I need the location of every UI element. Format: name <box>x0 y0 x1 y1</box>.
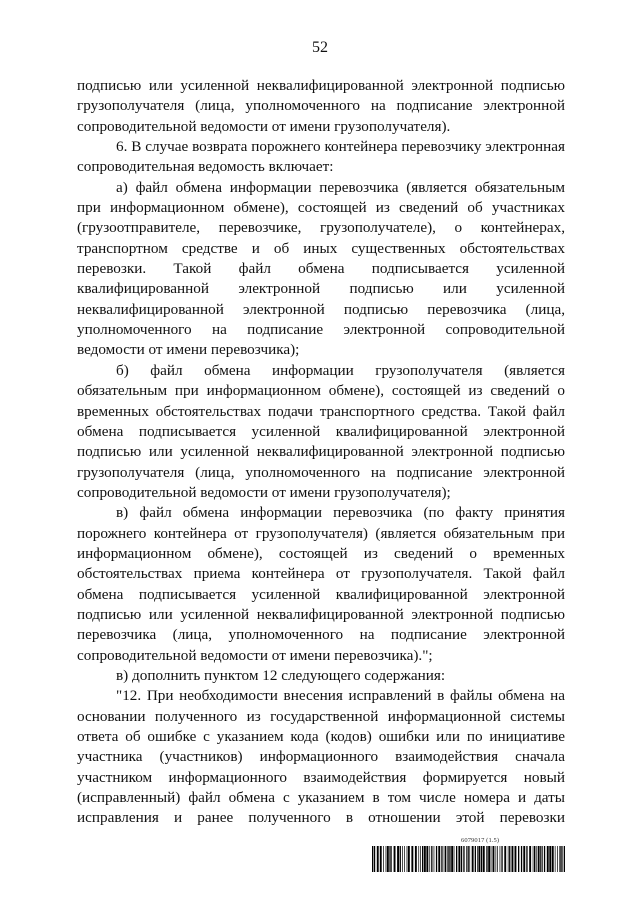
paragraph: подписью или усиленной неквалифицированной электронной подписью грузополучателя (лица, уполномоченного на подписание электронной сопроводительной ведомости от имени грузополучателя). <box>77 77 565 135</box>
document-body <box>77 76 565 829</box>
paragraph: в) дополнить пунктом 12 следующего содержания: <box>116 666 446 684</box>
paragraph: а) файл обмена информации перевозчика (является обязательным при информационном обмене), состоящей из сведений об участниках (грузоотправителе, перевозчике, грузополучателе), о контейнерах, транспортном средстве и об иных существенных обстоятельствах перевозки. Такой файл обмена подписывается усиленной квалифицированной электронной подписью или усиленной неквалифицированной электронной подписью перевозчика (лица, уполномоченного на подписание электронной сопроводительной ведомости от имени перевозчика); <box>77 178 565 359</box>
barcode-icon <box>372 846 565 872</box>
paragraph: 6. В случае возврата порожнего контейнера перевозчику электронная сопроводительная ведомость включает: <box>77 138 565 176</box>
paragraph: "12. При необходимости внесения исправлений в файлы обмена на основании полученного из государственной информационной системы ответа об ошибке с указанием кода (кодов) ошибки или по инициативе участника (участников) информационного взаимодействия сначала участником информационного взаимодействия формируется новый (исправленный) файл обмена с указанием в том числе номера и даты исправления и ранее полученного в отношении этой перевозки <box>77 687 565 827</box>
document-code: 6079017 (1.5) <box>461 837 500 844</box>
paragraph: в) файл обмена информации перевозчика (по факту принятия порожнего контейнера от грузополучателя) (является обязательным при информационном обмене), состоящей из сведений о временных обстоятельствах приема контейнера от грузополучателя. Такой файл обмена подписывается усиленной квалифицированной электронной подписью или усиленной неквалифицированной электронной подписью перевозчика (лица, уполномоченного на подписание электронной сопроводительной ведомости от имени перевозчика)."; <box>77 504 565 664</box>
page-number: 52 <box>312 39 328 56</box>
paragraph: б) файл обмена информации грузополучателя (является обязательным при информационном обмене), состоящей из сведений о временных обстоятельствах подачи транспортного средства. Такой файл обмена подписывается усиленной квалифицированной электронной подписью или усиленной неквалифицированной электронной подписью грузополучателя (лица, уполномоченного на подписание электронной сопроводительной ведомости от имени грузополучателя); <box>77 361 565 501</box>
